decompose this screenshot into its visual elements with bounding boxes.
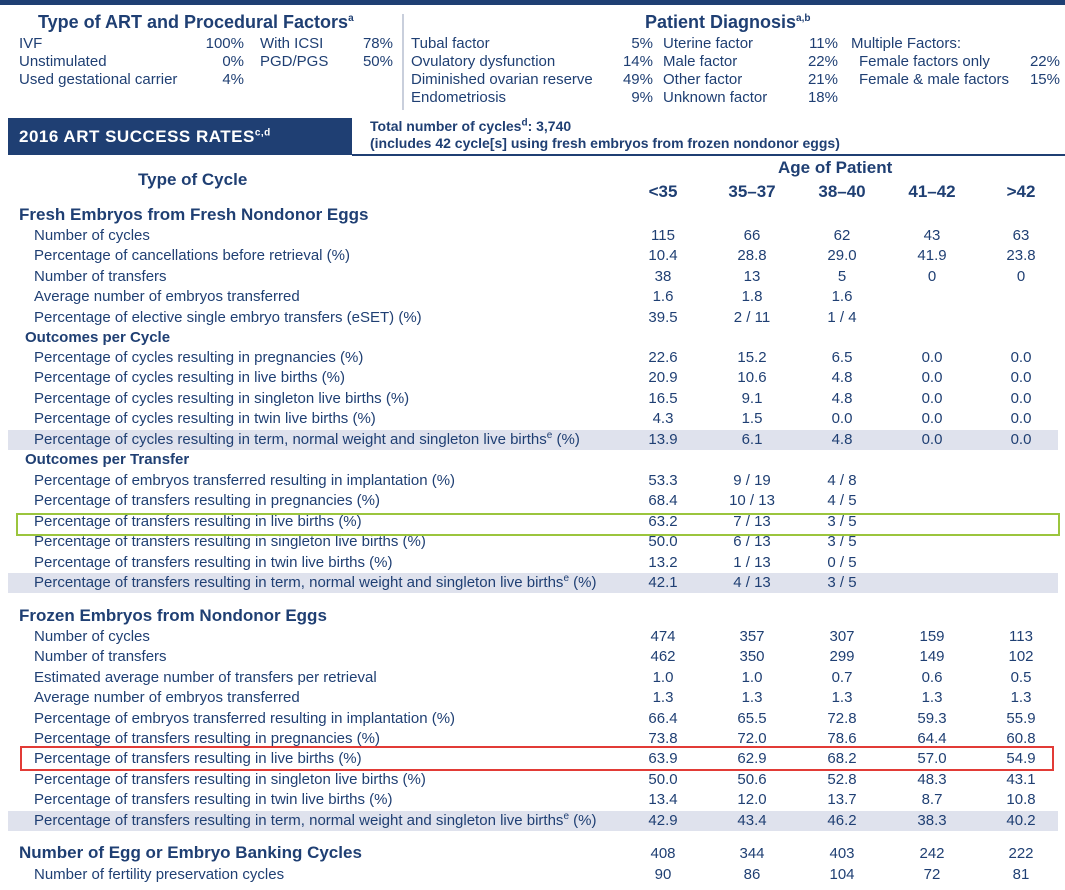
row-label	[34, 771, 426, 788]
age-column-header: >42	[1006, 182, 1036, 201]
table-row	[0, 267, 1065, 287]
cell-value: 43.1	[1006, 770, 1036, 788]
row-label	[34, 410, 376, 427]
cell-value: 23.8	[1006, 247, 1036, 265]
cell-value: 29.0	[827, 247, 857, 265]
row-label-text: Number of transfers	[34, 267, 167, 285]
banking-value: 222	[1008, 845, 1034, 862]
cell-value: 0 / 5	[827, 553, 857, 571]
row-label-text: Percentage of cycles resulting in term, normal weight and singleton live births	[34, 430, 547, 448]
cell-value: 0	[927, 267, 937, 285]
cell-value: 10.8	[1006, 791, 1036, 809]
cell-value: 357	[739, 628, 765, 645]
art-factor-value: 50%	[362, 53, 393, 70]
cell-value: 50.6	[737, 770, 767, 788]
art-factor-label: With ICSI	[260, 35, 324, 52]
table-row	[0, 865, 1065, 885]
row-label	[34, 247, 350, 264]
cell-value: 113	[1009, 628, 1033, 645]
cell-value: 3 / 5	[827, 512, 857, 530]
cell-value: 1.6	[652, 288, 674, 306]
cell-value: 68.4	[648, 492, 678, 510]
cell-value: 10 / 13	[729, 492, 775, 510]
highlight-fresh-live-births	[16, 513, 1060, 536]
table-row	[0, 348, 1065, 368]
row-label-text: Number of cycles	[34, 628, 150, 645]
cell-value: 4 / 13	[733, 574, 771, 591]
total-cycles-note: (includes 42 cycle[s] using fresh embryos from frozen nondonor eggs)	[370, 135, 840, 151]
cell-value: 3 / 5	[827, 574, 857, 591]
row-label	[34, 492, 380, 509]
cell-value: 1.6	[831, 288, 853, 306]
cell-value: 4.8	[831, 389, 853, 407]
diagnosis-value: 49%	[622, 71, 653, 88]
cell-value: 72.8	[827, 709, 857, 727]
cell-value: 20.9	[648, 369, 678, 387]
table-row	[0, 471, 1065, 491]
age-column-header: 35–37	[728, 182, 776, 201]
cell-value: 66	[743, 227, 761, 244]
banking-section-title: Number of Egg or Embryo Banking Cycles	[19, 843, 362, 862]
cell-value: 2 / 11	[733, 308, 771, 326]
cell-value: 1.0	[652, 668, 674, 686]
cell-value: 50.0	[648, 533, 678, 551]
row-label-text: Percentage of transfers resulting in live births (%)	[34, 750, 362, 768]
cell-value: 1.3	[741, 689, 763, 707]
cell-value: 15.2	[737, 349, 767, 366]
cell-value: 4 / 8	[827, 472, 857, 489]
cell-value: 60.8	[1006, 730, 1036, 747]
row-label	[34, 669, 377, 686]
cell-value: 1.3	[1010, 689, 1032, 707]
cell-value: 0.0	[1010, 389, 1032, 407]
row-label	[34, 288, 300, 305]
cell-value: 78.6	[827, 730, 857, 747]
table-row	[0, 409, 1065, 429]
footnote-marker: e	[563, 810, 569, 822]
cell-value: 68.2	[827, 750, 857, 768]
cell-value: 13.7	[827, 791, 857, 809]
diagnosis-label: Diminished ovarian reserve	[411, 71, 593, 88]
row-label-suffix: (%)	[552, 430, 580, 448]
diagnosis-value: 11%	[809, 35, 838, 52]
cell-value: 38.3	[917, 811, 947, 829]
row-label-text: Percentage of transfers resulting in singleton live births (%)	[34, 770, 426, 788]
row-label	[34, 349, 363, 366]
table-row	[0, 308, 1065, 328]
diagnosis-label: Uterine factor	[663, 35, 754, 52]
success-rates-banner: 2016 ART SUCCESS RATES$^{c,d}$	[8, 118, 352, 155]
diagnosis-label: Tubal factor	[411, 35, 490, 52]
banking-value: 242	[919, 845, 945, 862]
cell-value: 50.0	[648, 770, 678, 788]
cell-value: 28.8	[737, 247, 767, 265]
cell-value: 0.0	[921, 369, 943, 387]
art-factor-label: PGD/PGS	[260, 53, 329, 70]
cell-value: 5	[837, 267, 847, 285]
top-rule	[0, 0, 1065, 5]
art-factor-value: 4%	[222, 71, 244, 88]
diagnosis-value: 22%	[1029, 53, 1060, 70]
table-row	[0, 668, 1065, 688]
cell-value: 4 / 5	[827, 492, 857, 510]
cell-value: 0.0	[1010, 349, 1032, 366]
cell-value: 1.3	[831, 689, 853, 707]
art-factor-value: 78%	[362, 35, 393, 52]
diagnosis-label: Ovulatory dysfunction	[411, 53, 556, 70]
cell-value: 1 / 4	[827, 308, 857, 326]
cell-value: 54.9	[1006, 750, 1036, 768]
banking-value: 403	[829, 845, 855, 862]
row-label	[34, 710, 455, 727]
cell-value: 43	[923, 227, 941, 244]
cell-value: 63.9	[648, 750, 678, 768]
cell-value: 57.0	[917, 750, 947, 768]
row-label	[34, 648, 167, 665]
row-label	[34, 812, 597, 829]
cell-value: 65.5	[737, 709, 767, 727]
diagnosis-value: 14%	[622, 53, 653, 70]
row-label	[34, 689, 300, 706]
highlight-frozen-live-births	[20, 746, 1054, 771]
cell-value: 10.6	[737, 369, 767, 387]
art-factor-label: IVF	[19, 35, 43, 52]
cell-value: 13.4	[648, 791, 678, 809]
fresh-section-title: Fresh Embryos from Fresh Nondonor Eggs	[19, 205, 369, 224]
cell-value: 1 / 13	[733, 553, 771, 571]
cell-value: 0.0	[1010, 410, 1032, 428]
row-label: Number of fertility preservation cycles	[34, 866, 285, 883]
row-label	[34, 431, 580, 448]
cell-value: 10.4	[648, 247, 678, 265]
cell-value: 38	[654, 267, 672, 285]
cell-value: 62.9	[737, 750, 767, 768]
cell-value: 149	[919, 648, 945, 666]
cell-value: 6 / 13	[733, 533, 771, 551]
cell-value: 1.5	[741, 410, 763, 428]
cell-value: 81	[1012, 866, 1030, 883]
row-label	[34, 554, 392, 571]
diagnosis-value: 18%	[807, 89, 838, 106]
diagnosis-label: Unknown factor	[663, 89, 768, 106]
row-label-text: Percentage of transfers resulting in twin live births (%)	[34, 553, 393, 571]
cell-value: 350	[739, 648, 765, 666]
art-factor-value: 100%	[205, 35, 244, 52]
type-of-cycle-header: Type of Cycle	[138, 170, 248, 189]
row-label-text: Percentage of transfers resulting in term, normal weight and singleton live births	[34, 811, 564, 829]
cell-value: 63	[1012, 227, 1030, 244]
row-label-text: Percentage of cycles resulting in pregnancies (%)	[34, 349, 364, 366]
cell-value: 6.1	[741, 430, 763, 448]
cell-value: 22.6	[648, 349, 678, 366]
art-factor-label: Used gestational carrier	[19, 71, 178, 88]
row-label	[34, 268, 167, 285]
cell-value: 0	[1016, 267, 1026, 285]
row-label-text: Percentage of transfers resulting in live births (%)	[34, 512, 362, 530]
cell-value: 104	[829, 866, 855, 883]
cell-value: 0.5	[1010, 668, 1032, 686]
cell-value: 62	[833, 227, 851, 244]
row-label-suffix: (%)	[569, 811, 597, 829]
table-row	[0, 627, 1065, 647]
cell-value: 86	[743, 866, 761, 883]
table-row	[0, 389, 1065, 409]
cell-value: 73.8	[648, 730, 678, 747]
cell-value: 66.4	[648, 709, 678, 727]
table-row	[0, 770, 1065, 790]
row-label-text: Average number of embryos transferred	[34, 288, 300, 306]
cell-value: 474	[650, 628, 676, 645]
row-label-text: Percentage of embryos transferred resulting in implantation (%)	[34, 472, 456, 489]
cell-value: 0.0	[921, 349, 943, 366]
table-row	[0, 368, 1065, 388]
cell-value: 159	[919, 628, 945, 645]
age-column-header: 38–40	[818, 182, 866, 201]
cell-value: 13.2	[648, 553, 678, 571]
cell-value: 13.9	[648, 430, 678, 448]
footnote-marker: e	[546, 429, 553, 441]
footnote-marker: e	[563, 573, 569, 584]
age-column-header: 41–42	[908, 182, 956, 201]
cell-value: 63.2	[648, 512, 678, 530]
cell-value: 52.8	[827, 770, 857, 788]
row-label	[34, 369, 345, 386]
table-row	[0, 430, 1065, 450]
cell-value: 90	[654, 866, 672, 883]
row-label	[34, 574, 597, 591]
cell-value: 43.4	[737, 811, 767, 829]
cell-value: 6.5	[831, 349, 853, 366]
cell-value: 0.0	[921, 410, 943, 428]
cell-value: 102	[1008, 648, 1034, 666]
art-factors-title: Type of ART and Procedural Factors$^a$	[38, 12, 354, 32]
row-label-text: Percentage of transfers resulting in twin live births (%)	[34, 791, 393, 809]
table-row	[0, 226, 1065, 246]
row-label-text: Percentage of transfers resulting in term, normal weight and singleton live births	[34, 574, 564, 591]
patient-diagnosis-title: Patient Diagnosis$^{a,b}$	[645, 12, 811, 32]
cell-value: 0.0	[831, 410, 853, 428]
cell-value: 4.3	[652, 410, 674, 428]
diagnosis-value: 15%	[1029, 71, 1060, 88]
cell-value: 1.3	[921, 689, 943, 707]
cell-value: 46.2	[827, 811, 857, 829]
diagnosis-label: Male factor	[663, 53, 738, 70]
cell-value: 55.9	[1006, 709, 1036, 727]
row-label-text: Percentage of cycles resulting in singleton live births (%)	[34, 389, 410, 407]
cell-value: 1.0	[741, 668, 763, 686]
cell-value: 16.5	[648, 389, 678, 407]
diagnosis-value: 9%	[631, 89, 653, 106]
cell-value: 115	[651, 227, 675, 244]
cell-value: 1.3	[652, 689, 674, 707]
cell-value: 13	[743, 267, 761, 285]
cell-value: 0.0	[921, 430, 943, 448]
age-column-header: <35	[648, 182, 678, 201]
cell-value: 53.3	[648, 472, 678, 489]
art-factor-value: 0%	[222, 53, 244, 70]
table-row	[0, 287, 1065, 307]
banking-value: 408	[650, 845, 676, 862]
row-label-text: Percentage of embryos transferred resulting in implantation (%)	[34, 709, 456, 727]
row-label-text: Estimated average number of transfers per retrieval	[34, 668, 377, 686]
cell-value: 307	[829, 628, 855, 645]
banking-value: 344	[739, 845, 765, 862]
row-label	[34, 227, 150, 244]
cell-value: 42.1	[648, 574, 678, 591]
diagnosis-value: 21%	[807, 71, 838, 88]
cell-value: 7 / 13	[733, 512, 771, 530]
diagnosis-label: Female & male factors	[859, 71, 1010, 88]
row-label-text: Percentage of cycles resulting in twin live births (%)	[34, 410, 376, 428]
table-row	[0, 790, 1065, 810]
row-label	[34, 309, 422, 326]
frozen-section-title: Frozen Embryos from Nondonor Eggs	[19, 606, 327, 625]
diagnosis-label: Endometriosis	[411, 89, 507, 106]
cell-value: 72	[923, 866, 941, 883]
cell-value: 1.8	[741, 288, 763, 306]
art-factor-label: Unstimulated	[19, 53, 107, 70]
cell-value: 0.7	[831, 668, 853, 686]
row-label-text: Percentage of transfers resulting in singleton live births (%)	[34, 533, 426, 551]
diagnosis-value: 5%	[631, 35, 653, 52]
diagnosis-value: 22%	[807, 53, 838, 70]
age-of-patient-header: Age of Patient	[778, 158, 893, 177]
cell-value: 42.9	[648, 811, 678, 829]
multiple-factors-label: Multiple Factors:	[851, 35, 962, 52]
cell-value: 72.0	[737, 730, 767, 747]
cell-value: 462	[650, 648, 676, 666]
cell-value: 64.4	[917, 730, 947, 747]
table-row	[0, 688, 1065, 708]
outcomes-per-transfer-title: Outcomes per Transfer	[25, 451, 190, 468]
table-row	[0, 647, 1065, 667]
row-label-text: Percentage of cycles resulting in live births (%)	[34, 369, 345, 387]
row-label	[34, 390, 409, 407]
table-row	[0, 573, 1065, 593]
cell-value: 3 / 5	[827, 533, 857, 551]
cell-value: 12.0	[737, 791, 767, 809]
cell-value: 40.2	[1006, 811, 1036, 829]
table-row	[0, 709, 1065, 729]
table-row	[0, 553, 1065, 573]
row-label-text: Number of cycles	[34, 227, 150, 244]
row-label-text: Number of transfers	[34, 648, 167, 666]
row-label-text: Percentage of transfers resulting in pregnancies (%)	[34, 730, 381, 747]
cell-value: 8.7	[921, 791, 943, 809]
diagnosis-label: Other factor	[663, 71, 743, 88]
cell-value: 0.0	[1010, 369, 1032, 387]
cell-value: 4.8	[831, 430, 853, 448]
cell-value: 9 / 19	[733, 472, 771, 489]
row-label-text: Average number of embryos transferred	[34, 689, 300, 707]
cell-value: 59.3	[917, 709, 947, 727]
row-label	[34, 730, 380, 747]
cell-value: 0.6	[921, 668, 943, 686]
row-label	[34, 791, 392, 808]
row-label-suffix: (%)	[569, 574, 597, 591]
row-label-text: Percentage of elective single embryo transfers (eSET) (%)	[34, 308, 422, 326]
table-row	[0, 491, 1065, 511]
column-divider	[402, 14, 404, 110]
cell-value: 9.1	[741, 389, 763, 407]
table-row	[0, 811, 1065, 831]
cell-value: 299	[829, 648, 855, 666]
cell-value: 0.0	[1010, 430, 1032, 448]
cell-value: 48.3	[917, 770, 947, 788]
cell-value: 4.8	[831, 369, 853, 387]
diagnosis-label: Female factors only	[859, 53, 990, 70]
total-cycles: Total number of cycles$^d$: 3,740	[370, 117, 572, 134]
row-label	[34, 472, 455, 489]
banner-rule	[352, 154, 1065, 156]
outcomes-per-cycle-title: Outcomes per Cycle	[25, 329, 171, 346]
row-label-text: Percentage of cancellations before retrieval (%)	[34, 247, 350, 265]
cell-value: 39.5	[648, 308, 678, 326]
table-row	[0, 246, 1065, 266]
cell-value: 41.9	[917, 247, 947, 265]
row-label	[34, 628, 150, 645]
cell-value: 0.0	[921, 389, 943, 407]
row-label-text: Percentage of transfers resulting in pregnancies (%)	[34, 492, 381, 510]
